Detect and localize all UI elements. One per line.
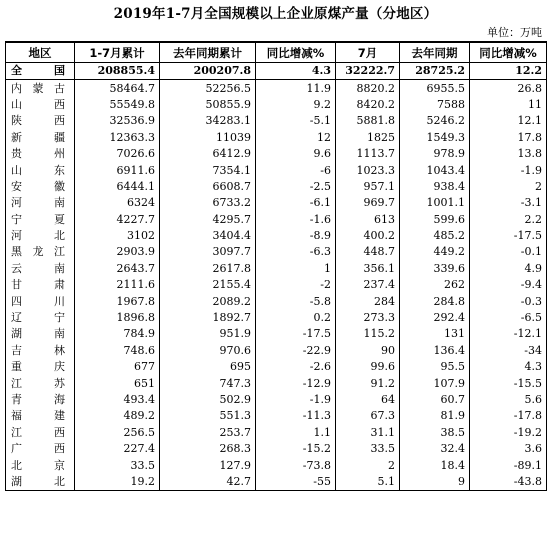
july-change-value: 17.8 [470, 130, 547, 146]
region-name: 湖 南 [6, 326, 75, 342]
july-change-value: 12.2 [470, 63, 547, 80]
table-row [6, 310, 547, 326]
july-value: 32222.7 [336, 63, 400, 80]
july-last-year-value: 28725.2 [400, 63, 470, 80]
region-name: 四 川 [6, 293, 75, 309]
region-name: 吉 林 [6, 343, 75, 359]
ytd-last-year-value: 2089.2 [160, 293, 256, 309]
july-last-year-value: 107.9 [400, 375, 470, 391]
july-value: 8820.2 [336, 80, 400, 97]
july-change-value: -0.1 [470, 244, 547, 260]
ytd-last-year-value: 268.3 [160, 441, 256, 457]
table-row [6, 375, 547, 391]
ytd-value: 227.4 [75, 441, 160, 457]
july-value: 5881.8 [336, 113, 400, 129]
july-change-value: -17.5 [470, 228, 547, 244]
table-row [6, 392, 547, 408]
table-row [6, 97, 547, 113]
ytd-change-value: 1 [256, 261, 336, 277]
unit-label: 单位：万吨 [487, 26, 542, 39]
july-value: 1113.7 [336, 146, 400, 162]
region-name: 云 南 [6, 261, 75, 277]
july-last-year-value: 485.2 [400, 228, 470, 244]
july-change-value: -15.5 [470, 375, 547, 391]
region-name: 河 南 [6, 195, 75, 211]
table-row [6, 425, 547, 441]
table-row [6, 113, 547, 129]
ytd-change-value: -5.8 [256, 293, 336, 309]
july-value: 356.1 [336, 261, 400, 277]
ytd-value: 7026.6 [75, 146, 160, 162]
july-value: 2 [336, 457, 400, 473]
ytd-value: 208855.4 [75, 63, 160, 80]
july-change-value: -1.9 [470, 162, 547, 178]
july-change-value: -43.8 [470, 474, 547, 491]
ytd-value: 256.5 [75, 425, 160, 441]
ytd-value: 3102 [75, 228, 160, 244]
header-july-change: 同比增减% [470, 42, 547, 63]
region-name: 新 疆 [6, 130, 75, 146]
ytd-change-value: -6 [256, 162, 336, 178]
ytd-value: 19.2 [75, 474, 160, 491]
ytd-value: 651 [75, 375, 160, 391]
region-name: 江 西 [6, 425, 75, 441]
ytd-change-value: -2 [256, 277, 336, 293]
july-value: 31.1 [336, 425, 400, 441]
table-row [6, 146, 547, 162]
july-value: 67.3 [336, 408, 400, 424]
ytd-last-year-value: 52256.5 [160, 80, 256, 97]
july-change-value: 4.3 [470, 359, 547, 375]
region-name: 青 海 [6, 392, 75, 408]
july-last-year-value: 6955.5 [400, 80, 470, 97]
july-last-year-value: 136.4 [400, 343, 470, 359]
july-last-year-value: 938.4 [400, 179, 470, 195]
july-change-value: 5.6 [470, 392, 547, 408]
region-name: 陕 西 [6, 113, 75, 129]
july-last-year-value: 284.8 [400, 293, 470, 309]
ytd-change-value: 1.1 [256, 425, 336, 441]
july-change-value: 3.6 [470, 441, 547, 457]
ytd-last-year-value: 3097.7 [160, 244, 256, 260]
july-last-year-value: 1001.1 [400, 195, 470, 211]
ytd-last-year-value: 6412.9 [160, 146, 256, 162]
region-name: 河 北 [6, 228, 75, 244]
july-change-value: 13.8 [470, 146, 547, 162]
july-last-year-value: 38.5 [400, 425, 470, 441]
july-change-value: 26.8 [470, 80, 547, 97]
july-value: 273.3 [336, 310, 400, 326]
ytd-last-year-value: 551.3 [160, 408, 256, 424]
ytd-value: 677 [75, 359, 160, 375]
july-value: 5.1 [336, 474, 400, 491]
ytd-value: 1896.8 [75, 310, 160, 326]
table-row [6, 212, 547, 228]
july-value: 8420.2 [336, 97, 400, 113]
ytd-last-year-value: 6733.2 [160, 195, 256, 211]
region-name: 福 建 [6, 408, 75, 424]
july-change-value: 2 [470, 179, 547, 195]
ytd-change-value: 0.2 [256, 310, 336, 326]
ytd-value: 1967.8 [75, 293, 160, 309]
july-value: 33.5 [336, 441, 400, 457]
july-change-value: -9.4 [470, 277, 547, 293]
july-last-year-value: 60.7 [400, 392, 470, 408]
region-name: 安 徽 [6, 179, 75, 195]
header-july: 7月 [336, 42, 400, 63]
ytd-last-year-value: 6608.7 [160, 179, 256, 195]
ytd-last-year-value: 4295.7 [160, 212, 256, 228]
ytd-change-value: -17.5 [256, 326, 336, 342]
ytd-change-value: -1.6 [256, 212, 336, 228]
july-value: 115.2 [336, 326, 400, 342]
table-row [6, 261, 547, 277]
header-july-last-year: 去年同期 [400, 42, 470, 63]
ytd-change-value: -1.9 [256, 392, 336, 408]
july-last-year-value: 32.4 [400, 441, 470, 457]
ytd-value: 2643.7 [75, 261, 160, 277]
ytd-value: 33.5 [75, 457, 160, 473]
table-row [6, 277, 547, 293]
july-last-year-value: 131 [400, 326, 470, 342]
region-name: 湖 北 [6, 474, 75, 491]
ytd-value: 784.9 [75, 326, 160, 342]
ytd-value: 58464.7 [75, 80, 160, 97]
ytd-last-year-value: 951.9 [160, 326, 256, 342]
ytd-change-value: 9.2 [256, 97, 336, 113]
table-row [6, 359, 547, 375]
table-header-row [6, 42, 547, 63]
july-value: 400.2 [336, 228, 400, 244]
july-change-value: -6.5 [470, 310, 547, 326]
july-change-value: -89.1 [470, 457, 547, 473]
region-name: 广 西 [6, 441, 75, 457]
region-name: 贵 州 [6, 146, 75, 162]
table-row [6, 343, 547, 359]
table-row [6, 408, 547, 424]
july-last-year-value: 5246.2 [400, 113, 470, 129]
july-last-year-value: 292.4 [400, 310, 470, 326]
july-value: 448.7 [336, 244, 400, 260]
july-change-value: 11 [470, 97, 547, 113]
ytd-change-value: 12 [256, 130, 336, 146]
july-value: 284 [336, 293, 400, 309]
header-ytd: 1-7月累计 [75, 42, 160, 63]
july-value: 99.6 [336, 359, 400, 375]
header-region: 地区 [6, 42, 75, 63]
ytd-last-year-value: 695 [160, 359, 256, 375]
region-name: 山 西 [6, 97, 75, 113]
july-value: 613 [336, 212, 400, 228]
ytd-change-value: -22.9 [256, 343, 336, 359]
ytd-value: 748.6 [75, 343, 160, 359]
ytd-value: 6911.6 [75, 162, 160, 178]
ytd-last-year-value: 970.6 [160, 343, 256, 359]
july-value: 237.4 [336, 277, 400, 293]
table-row [6, 441, 547, 457]
ytd-last-year-value: 3404.4 [160, 228, 256, 244]
ytd-change-value: -8.9 [256, 228, 336, 244]
ytd-change-value: -11.3 [256, 408, 336, 424]
july-value: 969.7 [336, 195, 400, 211]
july-last-year-value: 9 [400, 474, 470, 491]
july-last-year-value: 599.6 [400, 212, 470, 228]
region-name: 宁 夏 [6, 212, 75, 228]
july-value: 91.2 [336, 375, 400, 391]
ytd-value: 6324 [75, 195, 160, 211]
ytd-change-value: 11.9 [256, 80, 336, 97]
ytd-last-year-value: 200207.8 [160, 63, 256, 80]
ytd-value: 2903.9 [75, 244, 160, 260]
july-value: 1023.3 [336, 162, 400, 178]
ytd-change-value: -6.1 [256, 195, 336, 211]
ytd-value: 2111.6 [75, 277, 160, 293]
table-body [6, 63, 547, 491]
table-row [6, 244, 547, 260]
table-row [6, 195, 547, 211]
ytd-change-value: -73.8 [256, 457, 336, 473]
region-name: 黑龙江 [6, 244, 75, 260]
table-row-total [6, 63, 547, 80]
ytd-value: 12363.3 [75, 130, 160, 146]
table-row [6, 80, 547, 97]
table-row [6, 326, 547, 342]
ytd-change-value: -6.3 [256, 244, 336, 260]
region-name: 北 京 [6, 457, 75, 473]
region-name: 江 苏 [6, 375, 75, 391]
ytd-change-value: -15.2 [256, 441, 336, 457]
july-change-value: -17.8 [470, 408, 547, 424]
header-ytd-last-year: 去年同期累计 [160, 42, 256, 63]
ytd-last-year-value: 11039 [160, 130, 256, 146]
july-change-value: 12.1 [470, 113, 547, 129]
ytd-last-year-value: 2155.4 [160, 277, 256, 293]
table-row [6, 179, 547, 195]
coal-output-table [5, 41, 547, 491]
july-last-year-value: 18.4 [400, 457, 470, 473]
region-name: 山 东 [6, 162, 75, 178]
july-last-year-value: 1549.3 [400, 130, 470, 146]
ytd-last-year-value: 34283.1 [160, 113, 256, 129]
ytd-change-value: -2.6 [256, 359, 336, 375]
ytd-value: 4227.7 [75, 212, 160, 228]
table-row [6, 293, 547, 309]
july-last-year-value: 1043.4 [400, 162, 470, 178]
ytd-value: 32536.9 [75, 113, 160, 129]
july-value: 1825 [336, 130, 400, 146]
page-title: 2019年1-7月全国规模以上企业原煤产量（分地区） [113, 6, 438, 22]
table-row [6, 474, 547, 491]
july-change-value: 2.2 [470, 212, 547, 228]
region-name: 内蒙古 [6, 80, 75, 97]
ytd-value: 489.2 [75, 408, 160, 424]
july-last-year-value: 7588 [400, 97, 470, 113]
ytd-value: 55549.8 [75, 97, 160, 113]
ytd-value: 6444.1 [75, 179, 160, 195]
ytd-last-year-value: 253.7 [160, 425, 256, 441]
ytd-value: 493.4 [75, 392, 160, 408]
july-value: 64 [336, 392, 400, 408]
july-last-year-value: 449.2 [400, 244, 470, 260]
july-last-year-value: 262 [400, 277, 470, 293]
july-change-value: -0.3 [470, 293, 547, 309]
july-change-value: -12.1 [470, 326, 547, 342]
july-last-year-value: 95.5 [400, 359, 470, 375]
july-last-year-value: 978.9 [400, 146, 470, 162]
ytd-change-value: -12.9 [256, 375, 336, 391]
july-change-value: -19.2 [470, 425, 547, 441]
ytd-change-value: 4.3 [256, 63, 336, 80]
header-ytd-change: 同比增减% [256, 42, 336, 63]
ytd-change-value: -5.1 [256, 113, 336, 129]
ytd-change-value: -55 [256, 474, 336, 491]
ytd-last-year-value: 42.7 [160, 474, 256, 491]
july-last-year-value: 339.6 [400, 261, 470, 277]
ytd-last-year-value: 2617.8 [160, 261, 256, 277]
ytd-last-year-value: 50855.9 [160, 97, 256, 113]
july-last-year-value: 81.9 [400, 408, 470, 424]
ytd-last-year-value: 127.9 [160, 457, 256, 473]
region-name: 全 国 [6, 63, 75, 80]
ytd-last-year-value: 1892.7 [160, 310, 256, 326]
july-value: 90 [336, 343, 400, 359]
july-change-value: -34 [470, 343, 547, 359]
region-name: 甘 肃 [6, 277, 75, 293]
ytd-change-value: -2.5 [256, 179, 336, 195]
region-name: 辽 宁 [6, 310, 75, 326]
table-row [6, 162, 547, 178]
july-change-value: 4.9 [470, 261, 547, 277]
table-row [6, 130, 547, 146]
ytd-last-year-value: 747.3 [160, 375, 256, 391]
region-name: 重 庆 [6, 359, 75, 375]
table-row [6, 228, 547, 244]
ytd-change-value: 9.6 [256, 146, 336, 162]
ytd-last-year-value: 7354.1 [160, 162, 256, 178]
ytd-last-year-value: 502.9 [160, 392, 256, 408]
table-row [6, 457, 547, 473]
july-value: 957.1 [336, 179, 400, 195]
july-change-value: -3.1 [470, 195, 547, 211]
